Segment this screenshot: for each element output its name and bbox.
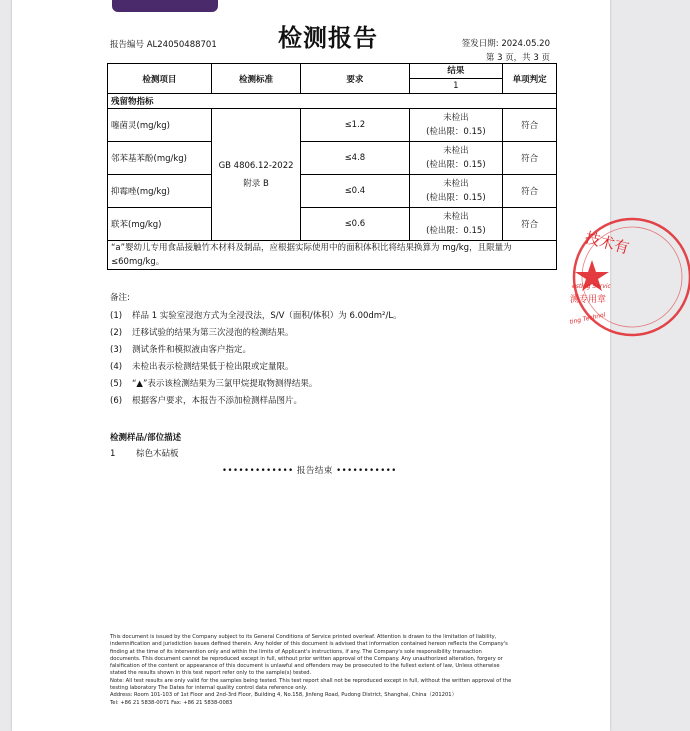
remarks-section bbox=[110, 291, 402, 411]
detection-limit: (检出限：0.15) bbox=[426, 127, 486, 137]
requirement-cell: ≤1.2 bbox=[301, 109, 409, 142]
page-info: 第 3 页，共 3 页 bbox=[485, 53, 550, 63]
footer-line: finding at the time of its intervention only and within the limits of Applicant's instructions, if any. The Company's sole responsibility transaction bbox=[110, 648, 482, 655]
legal-footer bbox=[110, 634, 560, 707]
result-cell bbox=[409, 109, 503, 142]
remark-item bbox=[110, 309, 402, 321]
result-value: 未检出 bbox=[443, 146, 469, 156]
remark-item bbox=[110, 326, 402, 338]
results-table bbox=[107, 63, 557, 270]
footer-line: stated the results shown in this test report refer only to the sample(s) tested. bbox=[110, 670, 312, 677]
result-value: 未检出 bbox=[443, 179, 469, 189]
company-seal-stamp bbox=[570, 212, 690, 342]
item-cell: 抑霉唑(mg/kg) bbox=[108, 175, 212, 208]
sample-row bbox=[110, 447, 179, 459]
requirement-cell: ≤4.8 bbox=[301, 142, 409, 175]
sample-number: 1 bbox=[110, 449, 116, 459]
remarks-title: 备注: bbox=[110, 293, 130, 303]
footer-line: Note: All test results are only valid for the samples being tested. This test report shall not be reproduced except in full, without the written approval of the bbox=[110, 677, 512, 684]
col-header-standard: 检测标准 bbox=[211, 64, 300, 94]
col-header-result: 结果 bbox=[409, 64, 503, 79]
report-page bbox=[12, 0, 632, 731]
header-tab-decoration bbox=[112, 0, 218, 12]
remark-number: (6) bbox=[110, 396, 123, 406]
detection-limit: (检出限：0.15) bbox=[426, 160, 486, 170]
table-footnote: “a”婴幼儿专用食品接触竹木材料及制品，应根据实际使用中的面积体积比将结果换算为 mg/kg，且限量为≤60mg/kg。 bbox=[108, 241, 557, 270]
footer-line: documents. This document cannot be reproduced except in full, without prior written approval of the Company. Any unauthorized alteration, forgery or bbox=[110, 655, 503, 662]
remark-item bbox=[110, 360, 402, 372]
col-header-judgement: 单项判定 bbox=[503, 64, 557, 94]
table-row bbox=[108, 175, 557, 208]
col-header-requirement: 要求 bbox=[301, 64, 409, 94]
stamp-text-en: esting Servic bbox=[572, 283, 611, 290]
item-cell: 噻菌灵(mg/kg) bbox=[108, 109, 212, 142]
judgement-cell: 符合 bbox=[503, 142, 557, 175]
remark-number: (3) bbox=[110, 345, 123, 355]
footer-line: This document is issued by the Company subject to its General Conditions of Service printed overleaf. Attention is drawn to the limitation of liability, bbox=[110, 634, 497, 640]
col-header-item: 检测项目 bbox=[108, 64, 212, 94]
remark-number: (1) bbox=[110, 311, 123, 321]
detection-limit: (检出限：0.15) bbox=[426, 193, 486, 203]
sample-description: 棕色木砧板 bbox=[136, 449, 179, 459]
issue-date: 签发日期: 2024.05.20 bbox=[461, 39, 550, 49]
remark-text: 未检出表示检测结果低于检出限或定量限。 bbox=[132, 362, 294, 372]
sample-section-title: 检测样品/部位描述 bbox=[110, 433, 182, 443]
table-row bbox=[108, 142, 557, 175]
requirement-cell: ≤0.4 bbox=[301, 175, 409, 208]
requirement-cell: ≤0.6 bbox=[301, 208, 409, 241]
table-row bbox=[108, 208, 557, 241]
footer-line: testing laboratory The Dates for internal quality control data reference only. bbox=[110, 685, 308, 692]
remark-text: 根据客户要求，本报告不添加检测样品图片。 bbox=[132, 396, 303, 406]
remark-text: “▲”表示该检测结果为三氯甲烷提取物测得结果。 bbox=[132, 379, 318, 389]
report-number: 报告编号 AL24050488701 bbox=[110, 40, 217, 50]
footer-line: indemnification and jurisdiction issues defined therein. Any holder of this document is advised that information contained hereon reflects the Company's bbox=[110, 641, 508, 648]
item-cell: 邻苯基苯酚(mg/kg) bbox=[108, 142, 212, 175]
result-cell bbox=[409, 175, 503, 208]
remark-number: (2) bbox=[110, 328, 123, 338]
standard-cell bbox=[211, 109, 300, 241]
standard-appendix: 附录 B bbox=[243, 178, 269, 189]
result-cell bbox=[409, 142, 503, 175]
remark-item bbox=[110, 343, 402, 355]
col-header-result-no: 1 bbox=[409, 79, 503, 94]
remark-item bbox=[110, 377, 402, 389]
detection-limit: (检出限：0.15) bbox=[426, 226, 486, 236]
stamp-text-mid: 测专用章 bbox=[570, 295, 607, 305]
remark-number: (4) bbox=[110, 362, 123, 372]
stamp-text-top: 技术有 bbox=[582, 228, 632, 258]
report-end-marker: ••••••••••••• 报告结束 ••••••••••• bbox=[222, 466, 397, 476]
remark-text: 样品 1 实验室浸泡方式为全浸没法，S/V（面积/体积）为 6.00dm²/L。 bbox=[132, 311, 402, 321]
judgement-cell: 符合 bbox=[503, 208, 557, 241]
result-cell bbox=[409, 208, 503, 241]
item-cell: 联苯(mg/kg) bbox=[108, 208, 212, 241]
standard-code: GB 4806.12-2022 bbox=[218, 160, 294, 171]
result-value: 未检出 bbox=[443, 113, 469, 123]
judgement-cell: 符合 bbox=[503, 109, 557, 142]
remark-number: (5) bbox=[110, 379, 123, 389]
header-right bbox=[462, 37, 550, 65]
table-row bbox=[108, 109, 557, 142]
footer-line: Address: Room 101-103 of 1st Floor and 2nd-3rd Floor, Building 4, No.158, Jinfeng Road, Pudong District, Shanghai, China（201201） bbox=[110, 692, 457, 699]
stamp-text-bottom: ting Technol bbox=[568, 311, 607, 326]
judgement-cell: 符合 bbox=[503, 175, 557, 208]
remark-item bbox=[110, 394, 402, 406]
report-title: 检测报告 bbox=[278, 24, 378, 52]
section-title: 残留物指标 bbox=[108, 94, 557, 109]
footer-line: falsification of the content or appearance of this document is unlawful and offenders may be prosecuted to the fullest extent of law, Unless otherwise bbox=[110, 663, 500, 670]
result-value: 未检出 bbox=[443, 212, 469, 222]
remark-text: 迁移试验的结果为第三次浸泡的检测结果。 bbox=[132, 328, 294, 338]
remark-text: 测试条件和模拟液由客户指定。 bbox=[132, 345, 252, 355]
footer-line: Tel: +86 21 5838-0071 Fax: +86 21 5838-0083 bbox=[110, 699, 233, 706]
